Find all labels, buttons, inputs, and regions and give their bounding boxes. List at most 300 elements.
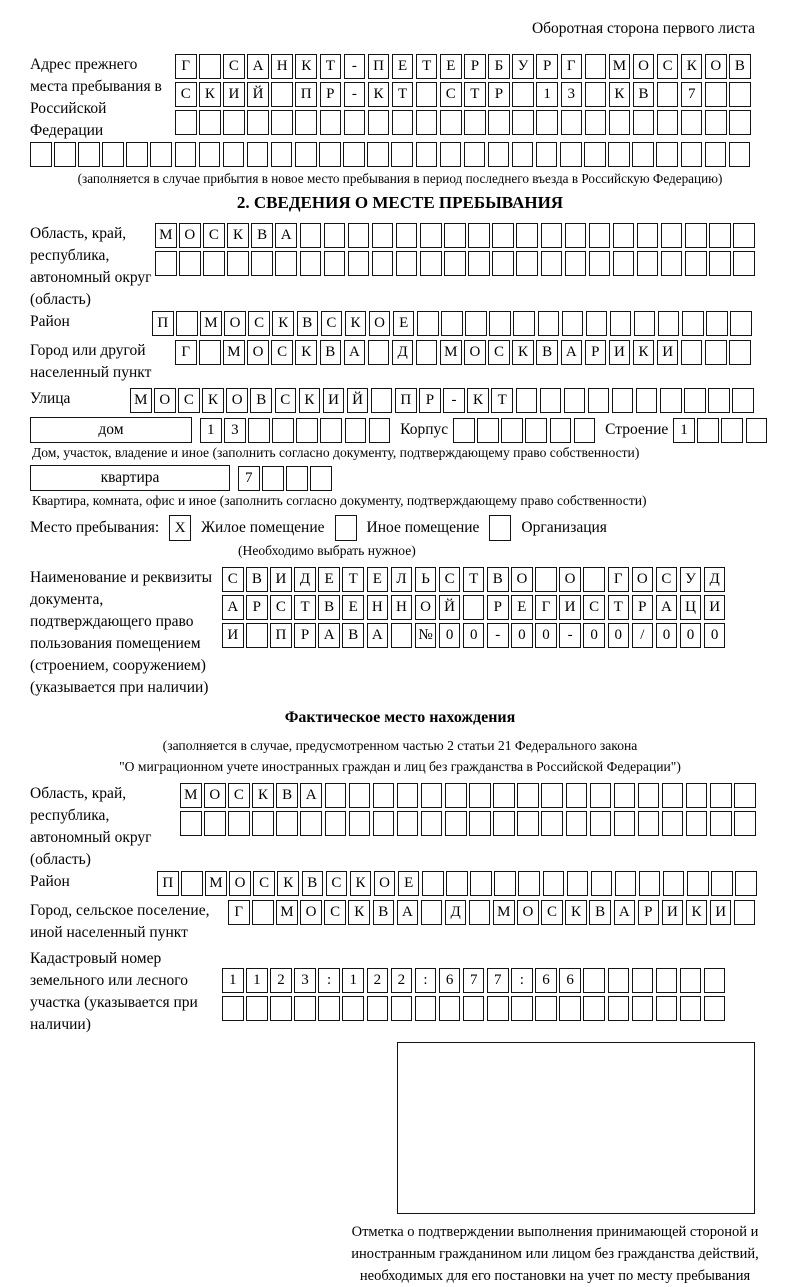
char-cell[interactable] (318, 996, 340, 1021)
char-cell[interactable] (54, 142, 76, 167)
char-cell[interactable] (199, 54, 221, 79)
char-cell[interactable]: 1 (536, 82, 558, 107)
char-cell[interactable] (296, 418, 318, 443)
char-cell[interactable] (686, 783, 708, 808)
char-cell[interactable] (735, 871, 757, 896)
char-cell[interactable] (420, 223, 442, 248)
char-cell[interactable] (175, 110, 197, 135)
char-cell[interactable]: К (272, 311, 294, 336)
char-cell[interactable]: 0 (535, 623, 557, 648)
char-cell[interactable]: Т (491, 388, 513, 413)
char-cell[interactable] (682, 311, 704, 336)
char-cell[interactable] (367, 996, 389, 1021)
char-cell[interactable]: К (681, 54, 703, 79)
char-cell[interactable]: К (295, 54, 317, 79)
char-cell[interactable]: А (318, 623, 340, 648)
char-cell[interactable] (222, 996, 244, 1021)
char-cell[interactable] (469, 811, 491, 836)
char-cell[interactable] (102, 142, 124, 167)
char-cell[interactable] (251, 251, 273, 276)
char-cell[interactable] (583, 567, 605, 592)
char-cell[interactable] (697, 418, 719, 443)
char-cell[interactable]: 0 (680, 623, 702, 648)
char-cell[interactable] (561, 110, 583, 135)
char-cell[interactable] (632, 142, 654, 167)
char-cell[interactable]: Е (367, 567, 389, 592)
char-cell[interactable]: О (154, 388, 176, 413)
char-cell[interactable]: О (204, 783, 226, 808)
char-cell[interactable]: В (318, 595, 340, 620)
char-cell[interactable]: 6 (535, 968, 557, 993)
char-cell[interactable] (636, 388, 658, 413)
char-cell[interactable]: О (517, 900, 539, 925)
char-cell[interactable]: Е (511, 595, 533, 620)
char-cell[interactable] (608, 968, 630, 993)
char-cell[interactable] (543, 871, 565, 896)
char-cell[interactable] (680, 968, 702, 993)
char-cell[interactable] (252, 900, 274, 925)
char-cell[interactable]: В (302, 871, 324, 896)
char-cell[interactable]: С (222, 567, 244, 592)
char-cell[interactable]: И (223, 82, 245, 107)
char-cell[interactable] (453, 418, 475, 443)
char-cell[interactable] (609, 110, 631, 135)
char-cell[interactable]: О (247, 340, 269, 365)
char-cell[interactable]: / (632, 623, 654, 648)
char-cell[interactable] (417, 311, 439, 336)
char-cell[interactable] (501, 418, 523, 443)
char-cell[interactable] (368, 110, 390, 135)
char-cell[interactable]: С (440, 82, 462, 107)
char-cell[interactable]: П (395, 388, 417, 413)
char-cell[interactable] (372, 251, 394, 276)
char-cell[interactable] (639, 871, 661, 896)
char-cell[interactable] (439, 996, 461, 1021)
char-cell[interactable]: С (541, 900, 563, 925)
char-cell[interactable]: Т (342, 567, 364, 592)
char-cell[interactable] (373, 783, 395, 808)
char-cell[interactable] (270, 996, 292, 1021)
char-cell[interactable]: А (656, 595, 678, 620)
char-cell[interactable] (295, 110, 317, 135)
char-cell[interactable] (610, 311, 632, 336)
char-cell[interactable] (538, 311, 560, 336)
char-cell[interactable] (687, 871, 709, 896)
char-cell[interactable]: С (203, 223, 225, 248)
char-cell[interactable]: А (367, 623, 389, 648)
char-cell[interactable]: Р (585, 340, 607, 365)
char-cell[interactable]: К (345, 311, 367, 336)
char-cell[interactable]: О (374, 871, 396, 896)
char-cell[interactable]: В (251, 223, 273, 248)
char-cell[interactable]: 1 (200, 418, 222, 443)
char-cell[interactable] (685, 223, 707, 248)
char-cell[interactable]: Е (393, 311, 415, 336)
char-cell[interactable]: Г (175, 54, 197, 79)
char-cell[interactable] (252, 811, 274, 836)
char-cell[interactable]: М (440, 340, 462, 365)
char-cell[interactable] (342, 996, 364, 1021)
char-cell[interactable] (608, 142, 630, 167)
char-cell[interactable] (343, 142, 365, 167)
char-cell[interactable] (275, 251, 297, 276)
char-cell[interactable]: В (297, 311, 319, 336)
char-cell[interactable]: С (248, 311, 270, 336)
char-cell[interactable] (567, 871, 589, 896)
char-cell[interactable] (681, 340, 703, 365)
char-cell[interactable] (512, 82, 534, 107)
char-cell[interactable]: И (270, 567, 292, 592)
char-cell[interactable] (704, 968, 726, 993)
char-cell[interactable] (681, 142, 703, 167)
char-cell[interactable]: К (227, 223, 249, 248)
char-cell[interactable]: 0 (439, 623, 461, 648)
char-cell[interactable] (541, 783, 563, 808)
char-cell[interactable] (615, 871, 637, 896)
char-cell[interactable] (535, 996, 557, 1021)
char-cell[interactable] (584, 142, 606, 167)
char-cell[interactable]: Т (416, 54, 438, 79)
char-cell[interactable] (469, 783, 491, 808)
char-cell[interactable] (709, 223, 731, 248)
char-cell[interactable] (733, 251, 755, 276)
char-cell[interactable] (591, 871, 613, 896)
char-cell[interactable]: : (511, 968, 533, 993)
char-cell[interactable] (373, 811, 395, 836)
char-cell[interactable]: С (321, 311, 343, 336)
char-cell[interactable] (203, 251, 225, 276)
char-cell[interactable] (396, 223, 418, 248)
char-cell[interactable]: В (589, 900, 611, 925)
char-cell[interactable] (661, 223, 683, 248)
char-cell[interactable] (729, 142, 751, 167)
char-cell[interactable]: М (130, 388, 152, 413)
char-cell[interactable]: К (202, 388, 224, 413)
char-cell[interactable]: Г (535, 595, 557, 620)
char-cell[interactable]: А (614, 900, 636, 925)
char-cell[interactable]: К (467, 388, 489, 413)
char-cell[interactable] (516, 388, 538, 413)
char-cell[interactable]: Е (342, 595, 364, 620)
char-cell[interactable] (564, 388, 586, 413)
char-cell[interactable] (721, 418, 743, 443)
char-cell[interactable]: П (295, 82, 317, 107)
char-cell[interactable] (708, 388, 730, 413)
char-cell[interactable]: Т (464, 82, 486, 107)
char-cell[interactable]: Р (487, 595, 509, 620)
char-cell[interactable]: 0 (511, 623, 533, 648)
stay-type-checkbox-organization[interactable] (489, 515, 511, 541)
char-cell[interactable] (223, 142, 245, 167)
char-cell[interactable] (391, 142, 413, 167)
char-cell[interactable] (614, 783, 636, 808)
char-cell[interactable]: П (157, 871, 179, 896)
char-cell[interactable]: Т (294, 595, 316, 620)
char-cell[interactable]: 3 (294, 968, 316, 993)
char-cell[interactable]: Н (391, 595, 413, 620)
char-cell[interactable]: С (275, 388, 297, 413)
char-cell[interactable]: П (152, 311, 174, 336)
char-cell[interactable]: Р (488, 82, 510, 107)
char-cell[interactable] (179, 251, 201, 276)
char-cell[interactable] (477, 418, 499, 443)
char-cell[interactable] (396, 251, 418, 276)
char-cell[interactable]: С (439, 567, 461, 592)
char-cell[interactable] (684, 388, 706, 413)
char-cell[interactable]: Й (347, 388, 369, 413)
char-cell[interactable] (248, 418, 270, 443)
char-cell[interactable] (588, 388, 610, 413)
char-cell[interactable]: М (205, 871, 227, 896)
char-cell[interactable]: И (323, 388, 345, 413)
char-cell[interactable]: П (270, 623, 292, 648)
char-cell[interactable]: Е (398, 871, 420, 896)
char-cell[interactable]: К (295, 340, 317, 365)
char-cell[interactable]: Г (175, 340, 197, 365)
char-cell[interactable]: О (632, 567, 654, 592)
char-cell[interactable] (559, 996, 581, 1021)
char-cell[interactable]: С (656, 567, 678, 592)
char-cell[interactable]: К (350, 871, 372, 896)
char-cell[interactable] (310, 466, 332, 491)
char-cell[interactable] (372, 223, 394, 248)
char-cell[interactable] (638, 783, 660, 808)
char-cell[interactable]: И (710, 900, 732, 925)
char-cell[interactable]: В (276, 783, 298, 808)
char-cell[interactable] (262, 466, 284, 491)
char-cell[interactable]: В (250, 388, 272, 413)
char-cell[interactable] (657, 110, 679, 135)
char-cell[interactable] (440, 110, 462, 135)
char-cell[interactable] (397, 783, 419, 808)
char-cell[interactable]: Т (320, 54, 342, 79)
char-cell[interactable]: Р (638, 900, 660, 925)
char-cell[interactable] (583, 996, 605, 1021)
char-cell[interactable] (415, 996, 437, 1021)
char-cell[interactable]: Р (246, 595, 268, 620)
char-cell[interactable]: К (368, 82, 390, 107)
char-cell[interactable] (465, 311, 487, 336)
char-cell[interactable] (416, 142, 438, 167)
char-cell[interactable] (369, 418, 391, 443)
char-cell[interactable] (663, 871, 685, 896)
char-cell[interactable]: И (222, 623, 244, 648)
char-cell[interactable]: 3 (561, 82, 583, 107)
char-cell[interactable]: М (609, 54, 631, 79)
char-cell[interactable] (271, 82, 293, 107)
char-cell[interactable] (444, 251, 466, 276)
char-cell[interactable] (704, 996, 726, 1021)
char-cell[interactable] (512, 110, 534, 135)
char-cell[interactable] (637, 251, 659, 276)
char-cell[interactable]: К (633, 340, 655, 365)
char-cell[interactable]: М (180, 783, 202, 808)
char-cell[interactable]: 6 (559, 968, 581, 993)
char-cell[interactable] (511, 996, 533, 1021)
char-cell[interactable]: К (199, 82, 221, 107)
char-cell[interactable] (445, 783, 467, 808)
char-cell[interactable] (300, 811, 322, 836)
char-cell[interactable] (540, 388, 562, 413)
char-cell[interactable]: О (559, 567, 581, 592)
char-cell[interactable]: С (583, 595, 605, 620)
char-cell[interactable]: 1 (246, 968, 268, 993)
char-cell[interactable]: В (487, 567, 509, 592)
char-cell[interactable] (276, 811, 298, 836)
char-cell[interactable]: К (686, 900, 708, 925)
char-cell[interactable] (608, 996, 630, 1021)
char-cell[interactable]: В (633, 82, 655, 107)
char-cell[interactable] (730, 311, 752, 336)
char-cell[interactable] (181, 871, 203, 896)
char-cell[interactable]: О (224, 311, 246, 336)
char-cell[interactable]: И (559, 595, 581, 620)
char-cell[interactable]: 1 (673, 418, 695, 443)
char-cell[interactable] (638, 811, 660, 836)
char-cell[interactable]: 0 (608, 623, 630, 648)
char-cell[interactable] (420, 251, 442, 276)
char-cell[interactable]: К (299, 388, 321, 413)
char-cell[interactable]: О (511, 567, 533, 592)
char-cell[interactable] (422, 871, 444, 896)
char-cell[interactable] (681, 110, 703, 135)
char-cell[interactable] (320, 110, 342, 135)
char-cell[interactable]: У (680, 567, 702, 592)
char-cell[interactable]: Г (228, 900, 250, 925)
char-cell[interactable] (199, 142, 221, 167)
char-cell[interactable]: А (561, 340, 583, 365)
char-cell[interactable] (729, 110, 751, 135)
char-cell[interactable]: В (320, 340, 342, 365)
char-cell[interactable] (345, 418, 367, 443)
char-cell[interactable] (464, 110, 486, 135)
char-cell[interactable]: А (222, 595, 244, 620)
char-cell[interactable] (705, 340, 727, 365)
char-cell[interactable]: 0 (583, 623, 605, 648)
char-cell[interactable] (489, 311, 511, 336)
char-cell[interactable] (294, 996, 316, 1021)
char-cell[interactable] (463, 996, 485, 1021)
char-cell[interactable]: А (275, 223, 297, 248)
char-cell[interactable]: Й (439, 595, 461, 620)
char-cell[interactable] (574, 418, 596, 443)
char-cell[interactable] (535, 567, 557, 592)
char-cell[interactable]: В (729, 54, 751, 79)
char-cell[interactable] (705, 142, 727, 167)
char-cell[interactable]: О (229, 871, 251, 896)
char-cell[interactable]: А (300, 783, 322, 808)
char-cell[interactable]: 2 (391, 968, 413, 993)
char-cell[interactable] (685, 251, 707, 276)
char-cell[interactable] (416, 110, 438, 135)
char-cell[interactable] (492, 251, 514, 276)
char-cell[interactable] (710, 783, 732, 808)
char-cell[interactable] (180, 811, 202, 836)
char-cell[interactable]: В (373, 900, 395, 925)
char-cell[interactable] (493, 811, 515, 836)
char-cell[interactable]: О (464, 340, 486, 365)
char-cell[interactable]: И (657, 340, 679, 365)
char-cell[interactable]: 0 (704, 623, 726, 648)
char-cell[interactable] (513, 311, 535, 336)
char-cell[interactable] (271, 142, 293, 167)
char-cell[interactable] (583, 968, 605, 993)
char-cell[interactable] (487, 996, 509, 1021)
char-cell[interactable]: Т (608, 595, 630, 620)
char-cell[interactable] (446, 871, 468, 896)
char-cell[interactable]: К (565, 900, 587, 925)
char-cell[interactable] (585, 110, 607, 135)
char-cell[interactable] (541, 251, 563, 276)
char-cell[interactable]: В (342, 623, 364, 648)
char-cell[interactable]: Е (318, 567, 340, 592)
char-cell[interactable] (391, 996, 413, 1021)
char-cell[interactable] (344, 110, 366, 135)
char-cell[interactable] (320, 418, 342, 443)
char-cell[interactable] (656, 996, 678, 1021)
char-cell[interactable] (367, 142, 389, 167)
char-cell[interactable]: 7 (463, 968, 485, 993)
char-cell[interactable] (733, 223, 755, 248)
char-cell[interactable]: Т (392, 82, 414, 107)
char-cell[interactable]: С (270, 595, 292, 620)
char-cell[interactable] (734, 783, 756, 808)
char-cell[interactable] (516, 251, 538, 276)
char-cell[interactable]: Г (561, 54, 583, 79)
char-cell[interactable] (468, 223, 490, 248)
char-cell[interactable]: К (277, 871, 299, 896)
char-cell[interactable] (468, 251, 490, 276)
char-cell[interactable]: У (512, 54, 534, 79)
char-cell[interactable]: Ц (680, 595, 702, 620)
char-cell[interactable]: Т (463, 567, 485, 592)
stay-type-checkbox-residential[interactable]: X (169, 515, 191, 541)
char-cell[interactable] (371, 388, 393, 413)
char-cell[interactable] (658, 311, 680, 336)
char-cell[interactable] (464, 142, 486, 167)
char-cell[interactable] (590, 783, 612, 808)
char-cell[interactable]: : (415, 968, 437, 993)
char-cell[interactable] (247, 142, 269, 167)
char-cell[interactable] (710, 811, 732, 836)
char-cell[interactable] (562, 311, 584, 336)
char-cell[interactable] (686, 811, 708, 836)
char-cell[interactable]: Ь (415, 567, 437, 592)
char-cell[interactable]: В (536, 340, 558, 365)
char-cell[interactable] (325, 811, 347, 836)
char-cell[interactable]: С (324, 900, 346, 925)
char-cell[interactable] (536, 110, 558, 135)
char-cell[interactable] (175, 142, 197, 167)
char-cell[interactable]: Г (608, 567, 630, 592)
char-cell[interactable] (729, 340, 751, 365)
char-cell[interactable] (30, 142, 52, 167)
char-cell[interactable]: С (253, 871, 275, 896)
char-cell[interactable] (155, 251, 177, 276)
char-cell[interactable]: 3 (224, 418, 246, 443)
char-cell[interactable] (176, 311, 198, 336)
char-cell[interactable] (488, 142, 510, 167)
char-cell[interactable] (662, 783, 684, 808)
char-cell[interactable] (444, 223, 466, 248)
char-cell[interactable] (368, 340, 390, 365)
char-cell[interactable]: П (368, 54, 390, 79)
char-cell[interactable]: О (226, 388, 248, 413)
char-cell[interactable] (247, 110, 269, 135)
char-cell[interactable] (199, 110, 221, 135)
char-cell[interactable] (445, 811, 467, 836)
char-cell[interactable] (348, 251, 370, 276)
